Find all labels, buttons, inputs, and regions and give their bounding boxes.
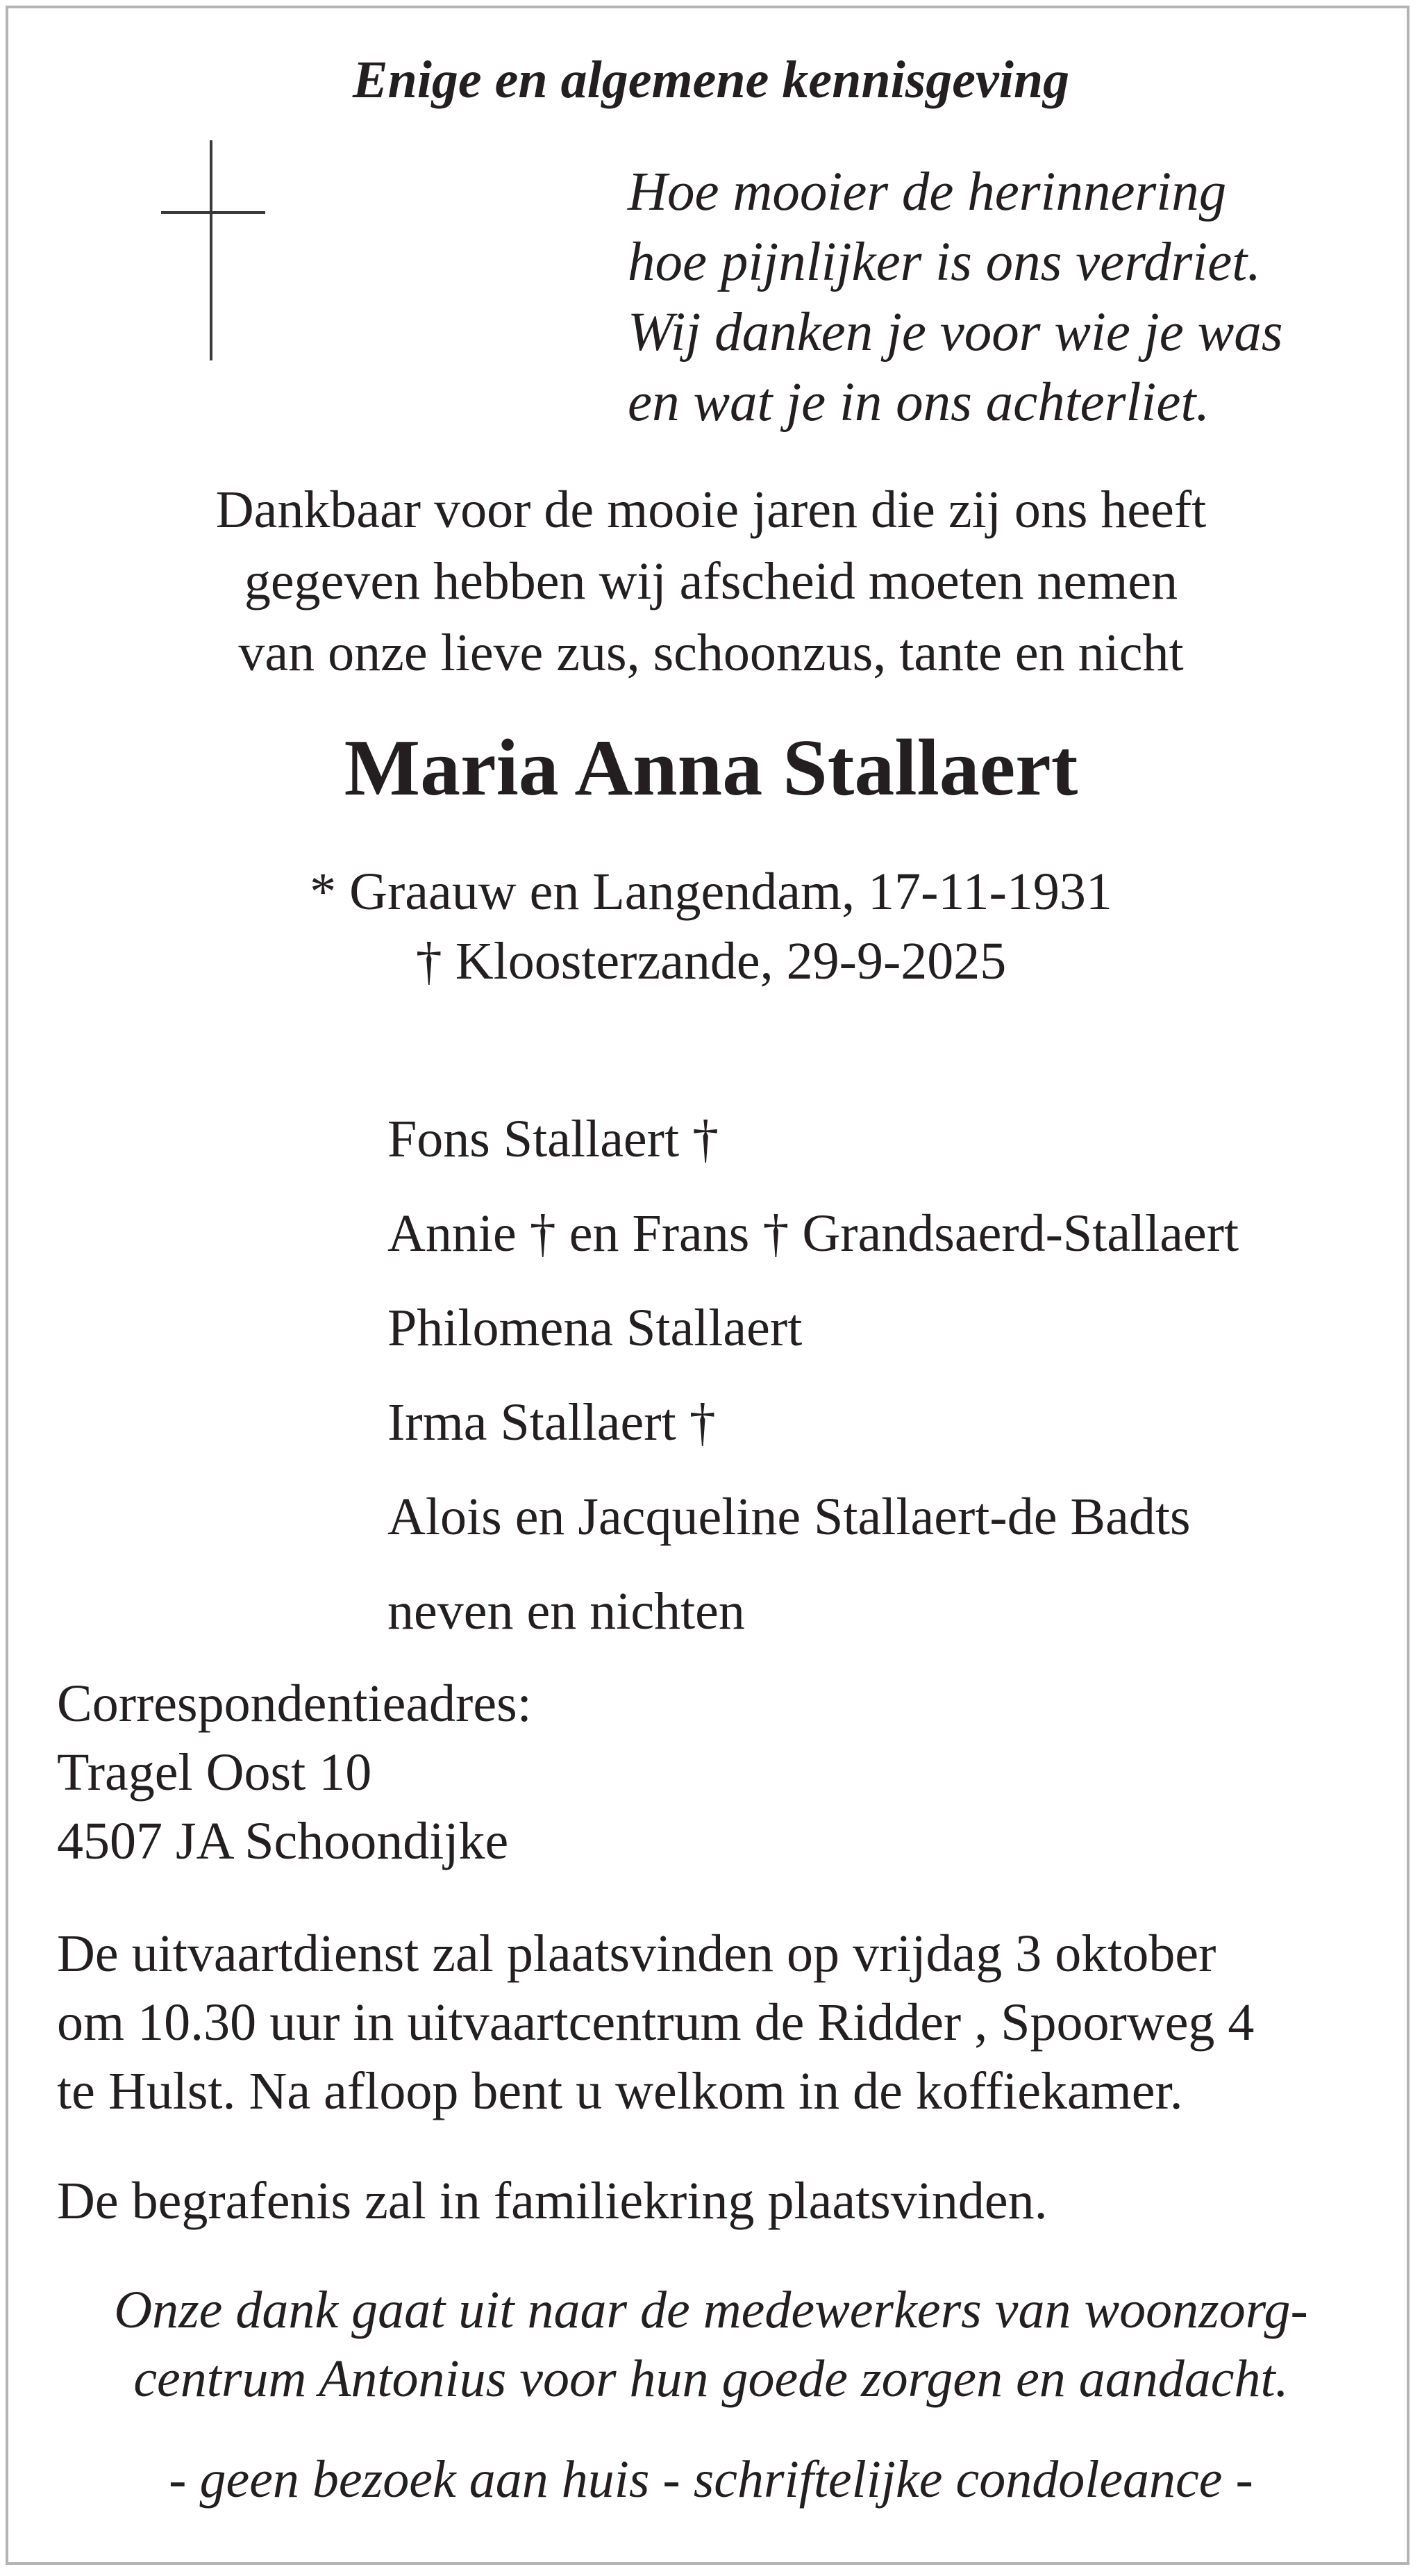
family-member: Irma Stallaert † xyxy=(387,1393,716,1452)
burial-line: De begrafenis zal in familiekring plaatsvinden. xyxy=(57,2172,1048,2230)
life-dates xyxy=(0,857,1422,996)
closing-note: - geen bezoek aan huis - schriftelijke condoleance - xyxy=(169,2450,1253,2509)
service-line: om 10.30 uur in uitvaartcentrum de Ridder , Spoorweg 4 xyxy=(57,1993,1255,2052)
thanks-line: Onze dank gaat uit naar de medewerkers van woonzorg- xyxy=(114,2281,1308,2339)
family-member: Philomena Stallaert xyxy=(387,1299,803,1357)
intro-line: Dankbaar voor de mooie jaren die zij ons heeft xyxy=(215,481,1207,539)
poem-line: Wij danken je voor wie je was xyxy=(628,302,1283,363)
address-city: 4507 JA Schoondijke xyxy=(57,1812,509,1870)
cross-icon xyxy=(210,140,212,360)
family-list xyxy=(387,1092,1239,1659)
family-member: Annie † en Frans † Grandsaerd-Stallaert xyxy=(387,1204,1239,1263)
deceased-name: Maria Anna Stallaert xyxy=(344,724,1078,813)
death-line: † Kloosterzande, 29-9-2025 xyxy=(415,932,1007,990)
service-line: te Hulst. Na afloop bent u welkom in de koffiekamer. xyxy=(57,2062,1183,2120)
correspondence-address xyxy=(57,1670,532,1876)
poem xyxy=(628,157,1282,438)
thanks-line: centrum Antonius voor hun goede zorgen en aandacht. xyxy=(133,2350,1289,2408)
poem-line: hoe pijnlijker is ons verdriet. xyxy=(628,232,1262,292)
address-label: Correspondentieadres: xyxy=(57,1675,532,1733)
funeral-service-text xyxy=(57,1920,1254,2126)
intro-text xyxy=(0,474,1422,689)
notice-heading: Enige en algemene kennisgeving xyxy=(352,51,1070,109)
cross-icon-bar xyxy=(161,211,265,214)
address-street: Tragel Oost 10 xyxy=(57,1743,372,1802)
birth-line: * Graauw en Langendam, 17-11-1931 xyxy=(310,863,1112,921)
family-member: Alois en Jacqueline Stallaert-de Badts xyxy=(387,1488,1191,1546)
burial-text xyxy=(57,2167,1048,2236)
thanks-text xyxy=(0,2276,1422,2413)
family-member: Fons Stallaert † xyxy=(387,1110,719,1168)
intro-line: van onze lieve zus, schoonzus, tante en nicht xyxy=(238,624,1184,682)
family-member: neven en nichten xyxy=(387,1582,745,1640)
poem-line: Hoe mooier de herinnering xyxy=(628,162,1227,222)
intro-line: gegeven hebben wij afscheid moeten nemen xyxy=(244,552,1178,610)
service-line: De uitvaartdienst zal plaatsvinden op vrijdag 3 oktober xyxy=(57,1925,1216,1983)
poem-line: en wat je in ons achterliet. xyxy=(628,372,1210,433)
